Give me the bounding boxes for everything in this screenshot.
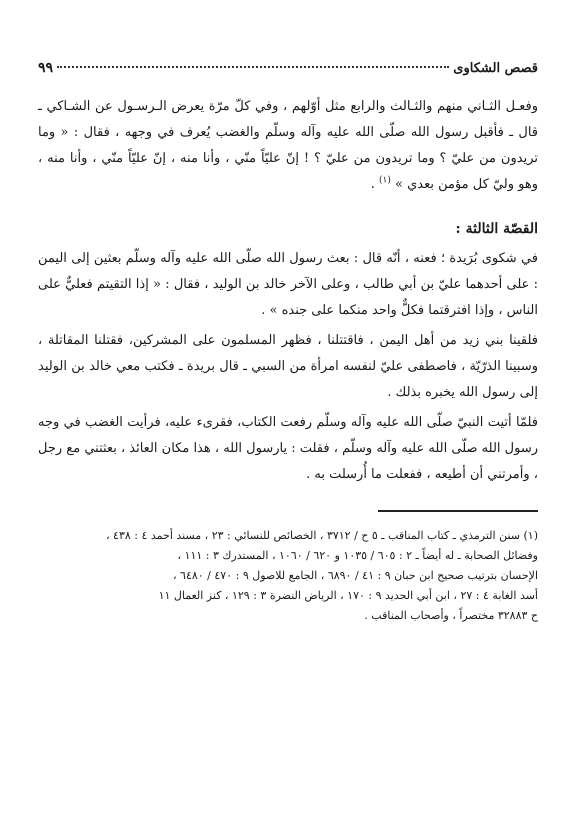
footnote-divider bbox=[378, 510, 538, 512]
paragraph-4: فلمّا أتيت النبيّ صلّى الله عليه وآله وسلّم رفعت الكتاب، فقرىء عليه، فرأيت الغضب في وجه رسول الله صلّى الله عليه وآله وسلّم ، فقلت : يارسول الله ، هذا مكان العائذ ، بعثتني مع رجل ، وأمرتني أن أطيعه ، ففعلت ما أُرسلت به . bbox=[38, 415, 538, 482]
footnote-line-5: ح ٣٢٨٨٣ مختصراً ، وأصحاب المناقب . bbox=[364, 609, 538, 622]
story-title: القصّة الثالثة : bbox=[455, 221, 538, 237]
footnote-line-3: الإحسان بترتيب صحيح ابن حبان ٩ : ٤١ / ٦٨٩٠ ، الجامع للاصول ٩ : ٤٧٠ / ٦٤٨٠ ، bbox=[172, 569, 538, 582]
footnote-ref: (١) bbox=[378, 175, 391, 186]
paragraph-1-text: وفعـل الثـاني منهم والثـالث والرابع مثل أوّلهم ، وفي كلّ مرّة يعرض الـرسـول عن الشـاكي ـ قال ـ فأقبل رسول الله صلّى الله عليه وآله وسلّم والغضب يُعرف في وجهه ، فقال : « وما تريدون من عليّ ؟ وما تريدون من عليّ ؟ ! إنّ عليّاً منّي ، وأنا منه ، إنّ عليّاً منّي ، وأنا منه ، وهو وليّ كل مؤمن بعدي » bbox=[38, 99, 538, 192]
header-dot-leader bbox=[57, 66, 449, 68]
footnote-line-2: وفضائل الصحابة ـ له أيضاً ـ ٢ : ٦٠٥ / ١٠٣٥ و ٦٢٠ / ١٠٦٠ ، المستدرك ٣ : ١١١ ، bbox=[177, 549, 538, 562]
paragraph-2: في شكوى بُرَيدة ؛ فعنه ، أنّه قال : بعث رسول الله صلّى الله عليه وآله وسلّم بعثين إلى اليمن : على أحدهما عليّ بن أبي طالب ، وعلى الآخر خالد بن الوليد ، فقال : « إذا التقيتم فعليٌّ على الناس ، وإذا افترقتما فكلٌّ واحد منكما على جنده » . bbox=[38, 251, 538, 318]
paragraph-1 bbox=[38, 94, 538, 198]
book-title: قصص الشكاوى bbox=[453, 61, 538, 76]
footnotes bbox=[38, 526, 538, 626]
paragraph-3: فلقينا بني زيد من أهل اليمن ، فاقتتلنا ، فظهر المسلمون على المشركين، فقتلنا المقاتلة ، وسبينا الذرّيّة ، فاصطفى عليّ لنفسه امرأة من السبي ـ قال بريدة ـ فكتب معي خالد بن الوليد إلى رسول الله يخبره بذلك . bbox=[38, 333, 538, 400]
footnote-line-1: (١) سنن الترمذي ـ كتاب المناقب ـ ٥ ح / ٣٧١٢ ، الخصائص للنسائي : ٢٣ ، مسند أحمد ٤ : ٤٣٨ ، bbox=[106, 529, 538, 542]
footnote-line-4: أسد الغابة ٤ : ٢٧ ، ابن أبي الحديد ٩ : ١٧٠ ، الرياض النضرة ٣ : ١٢٩ ، كنز العمال ١١ bbox=[158, 589, 538, 602]
page-number: ٩٩ bbox=[38, 60, 54, 76]
paragraph-1-end: . bbox=[370, 177, 379, 192]
book-page bbox=[38, 60, 538, 626]
running-header bbox=[38, 60, 538, 84]
